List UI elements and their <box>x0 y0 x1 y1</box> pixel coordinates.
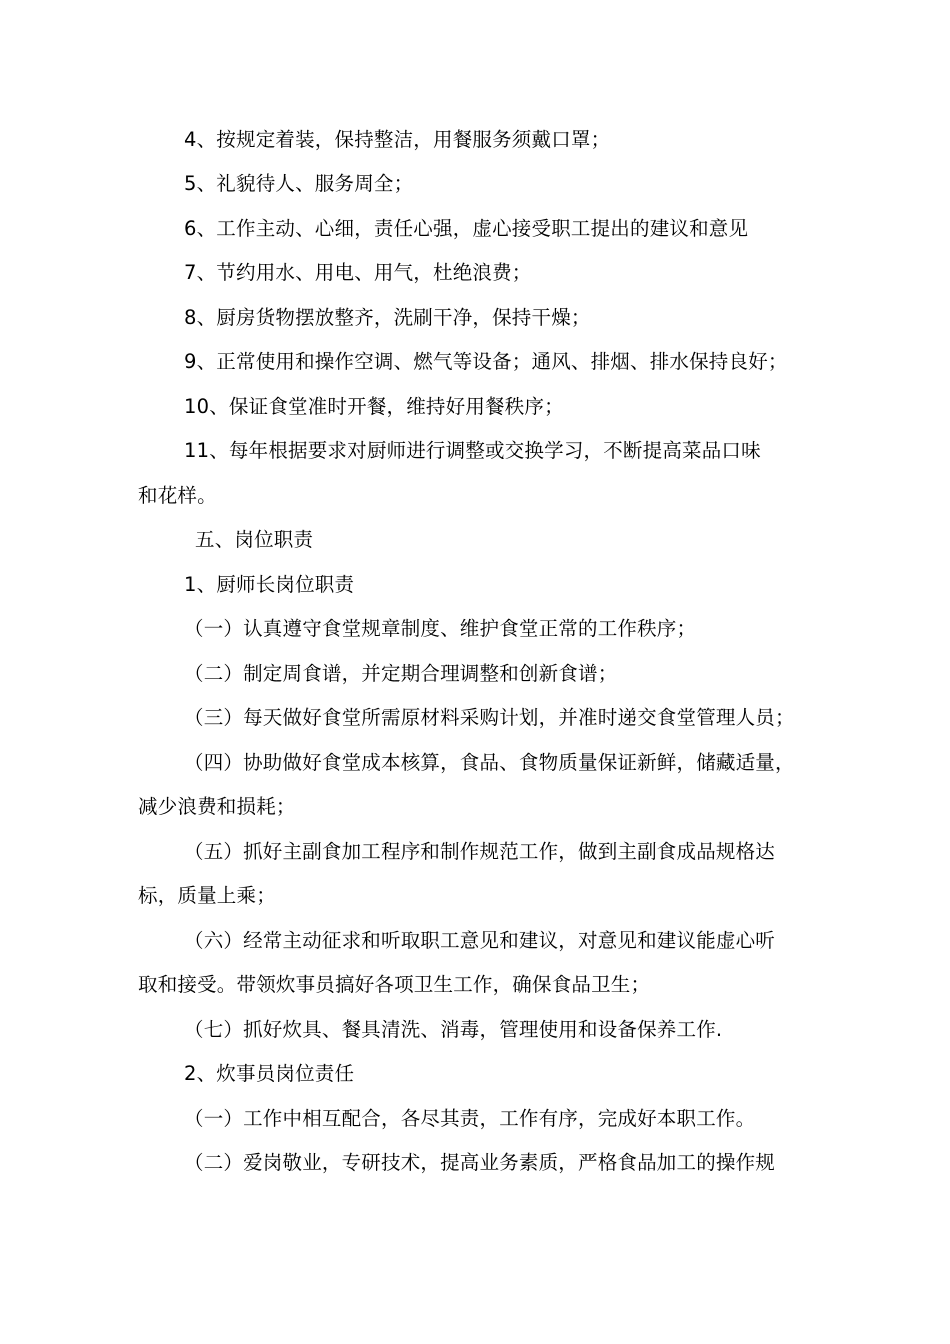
text-line: 11、每年根据要求对厨师进行调整或交换学习，不断提高菜品口味 <box>184 439 761 462</box>
text-line: 10、保证食堂准时开餐，维持好用餐秩序； <box>184 395 564 418</box>
text-line: 9、正常使用和操作空调、燃气等设备；通风、排烟、排水保持良好； <box>184 350 788 373</box>
text-line: （五）抓好主副食加工程序和制作规范工作，做到主副食成品规格达 <box>184 840 776 863</box>
text-line: 4、按规定着装，保持整洁，用餐服务须戴口罩； <box>184 128 611 151</box>
text-line: （二）制定周食谱，并定期合理调整和创新食谱； <box>184 662 618 685</box>
text-line: （三）每天做好食堂所需原材料采购计划，并准时递交食堂管理人员； <box>184 706 795 729</box>
text-line: 和花样。 <box>138 484 217 507</box>
text-line: 6、工作主动、心细，责任心强，虚心接受职工提出的建议和意见 <box>184 217 749 240</box>
text-line: 标，质量上乘； <box>138 884 276 907</box>
text-line: （二）爱岗敬业，专研技术，提高业务素质，严格食品加工的操作规 <box>184 1151 776 1174</box>
text-line: 取和接受。带领炊事员搞好各项卫生工作，确保食品卫生； <box>138 973 651 996</box>
subsection-heading: 1、厨师长岗位职责 <box>184 573 355 596</box>
text-line: （四）协助做好食堂成本核算，食品、食物质量保证新鲜，储藏适量， <box>184 751 795 774</box>
subsection-heading: 2、炊事员岗位责任 <box>184 1062 355 1085</box>
text-line: 5、礼貌待人、服务周全； <box>184 172 414 195</box>
text-line: （一）工作中相互配合，各尽其责，工作有序，完成好本职工作。 <box>184 1107 756 1130</box>
text-line: 减少浪费和损耗； <box>138 795 296 818</box>
section-heading: 五、岗位职责 <box>195 528 314 551</box>
text-line: （六）经常主动征求和听取职工意见和建议，对意见和建议能虚心听 <box>184 929 776 952</box>
text-line: （七）抓好炊具、餐具清洗、消毒，管理使用和设备保养工作. <box>184 1018 723 1041</box>
text-line: （一）认真遵守食堂规章制度、维护食堂正常的工作秩序； <box>184 617 697 640</box>
text-line: 8、厨房货物摆放整齐，洗刷干净，保持干燥； <box>184 306 591 329</box>
text-line: 7、节约用水、用电、用气，杜绝浪费； <box>184 261 532 284</box>
